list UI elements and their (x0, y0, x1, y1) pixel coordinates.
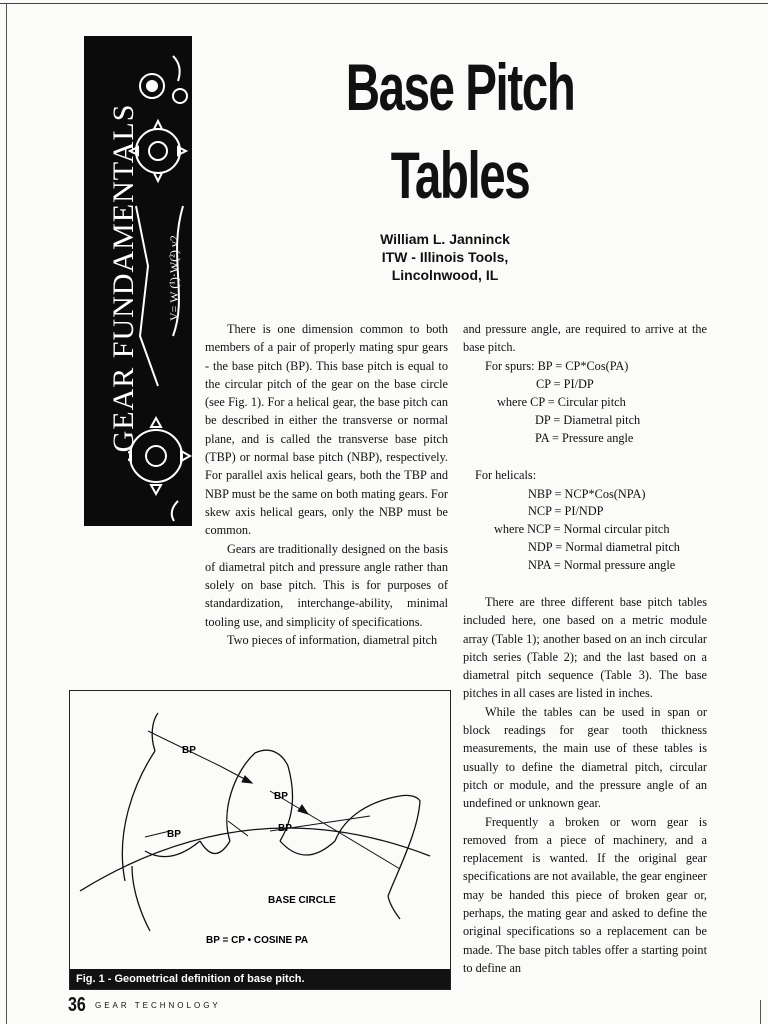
body-column-2-intro (463, 320, 707, 357)
title-line-2: Tables (390, 138, 530, 212)
banner-art-formula: V= W (¹)·W(²) v2 (167, 235, 181, 321)
author-name: William L. Janninck (380, 231, 510, 247)
paragraph: While the tables can be used in span or block readings for gear tooth thickness measurements, the main use of these tables is usually to define the diametral pitch, circular pitch or module, and the pressure angle of an undefined or unknown gear. (463, 704, 707, 811)
section-banner (84, 36, 192, 526)
paragraph: There is one dimension common to both members of a pair of properly mating spur gears - the base pitch (BP). This base pitch is equal to the circular pitch of the gear on the base circle (see Fig. 1). For a helical gear, the base pitch can be described in either the transverse or normal plane, and is called the transverse base pitch (TBP) or normal base pitch (NBP), respectively. For parallel axis helical gears, both the TBP and NBP must be the same on both mating gears. For skew axis helical gears, only the NBP must be common. (205, 322, 448, 538)
helical-formula-ndp: NDP = Normal diametral pitch (528, 540, 680, 554)
banner-text: GEAR FUNDAMENTALS (107, 103, 140, 453)
figure-formula: BP = CP • COSINE PA (206, 935, 309, 946)
spur-formula-pa: PA = Pressure angle (535, 431, 634, 445)
tooth-left-flank (122, 751, 155, 881)
spur-formula-cp: CP = PI/DP (536, 377, 594, 391)
spur-formula-dp: DP = Diametral pitch (535, 413, 641, 427)
figure-1 (69, 690, 451, 990)
bp-label: BP (167, 829, 181, 840)
base-circle-label: BASE CIRCLE (268, 895, 336, 906)
bp-label: BP (278, 823, 292, 834)
journal-name: GEAR TECHNOLOGY (95, 1001, 221, 1010)
paragraph: There are three different base pitch tables included here, one based on a metric module array (Table 1); another based on an inch circular pitch series (Table 2); and the last based on a diametral pitch sequence (Table 3). The base pitches in all cases are listed in inches. (463, 595, 707, 701)
paragraph: Frequently a broken or worn gear is removed from a piece of machinery, and a replacement is wanted. If the original gear specifications are not available, the gear engineer may be handed this piece of broken gear or, perhaps, the mating gear and asked to define the original specifications so a replacement can be made. The base pitch tables offer a starting point to define an (463, 814, 707, 975)
body-column-1 (205, 320, 448, 649)
title-line-1: Base Pitch (345, 50, 575, 124)
bp-label: BP (274, 791, 288, 802)
author-affiliation: ITW - Illinois Tools, (381, 249, 509, 265)
top-rule (0, 3, 768, 4)
right-edge-mark (760, 1000, 761, 1024)
page-number: 36 (68, 994, 86, 1016)
bp-label: BP (182, 745, 196, 756)
paragraph: Gears are traditionally designed on the basis of diametral pitch and pressure angle rather than solely on base pitch. This is for purposes of standardization, interchange-ability, minimal tooling use, and simplicity of specifications. (205, 541, 448, 629)
gear-art-icon (128, 36, 192, 526)
helical-formula-where: where NCP = Normal circular pitch (494, 522, 670, 536)
body-column-2 (463, 593, 707, 977)
paragraph: Two pieces of information, diametral pitch (227, 633, 438, 648)
author-location: Lincolnwood, IL (391, 267, 499, 283)
base-pitch-diagram (70, 691, 450, 969)
left-edge-rule (6, 3, 7, 1024)
figure-caption: Fig. 1 - Geometrical definition of base pitch. (70, 969, 450, 989)
helical-formula-ncp: NCP = PI/NDP (528, 504, 604, 518)
paragraph: and pressure angle, are required to arrive at the base pitch. (463, 322, 707, 355)
spur-formula-where: where CP = Circular pitch (497, 395, 626, 409)
spur-formula-lead: For spurs: BP = CP*Cos(PA) (485, 359, 629, 373)
helical-formula-lead: For helicals: (475, 468, 537, 482)
helical-formula-npa: NPA = Normal pressure angle (528, 558, 676, 572)
author-block (325, 230, 565, 284)
helical-formula-nbp: NBP = NCP*Cos(NPA) (528, 487, 646, 501)
